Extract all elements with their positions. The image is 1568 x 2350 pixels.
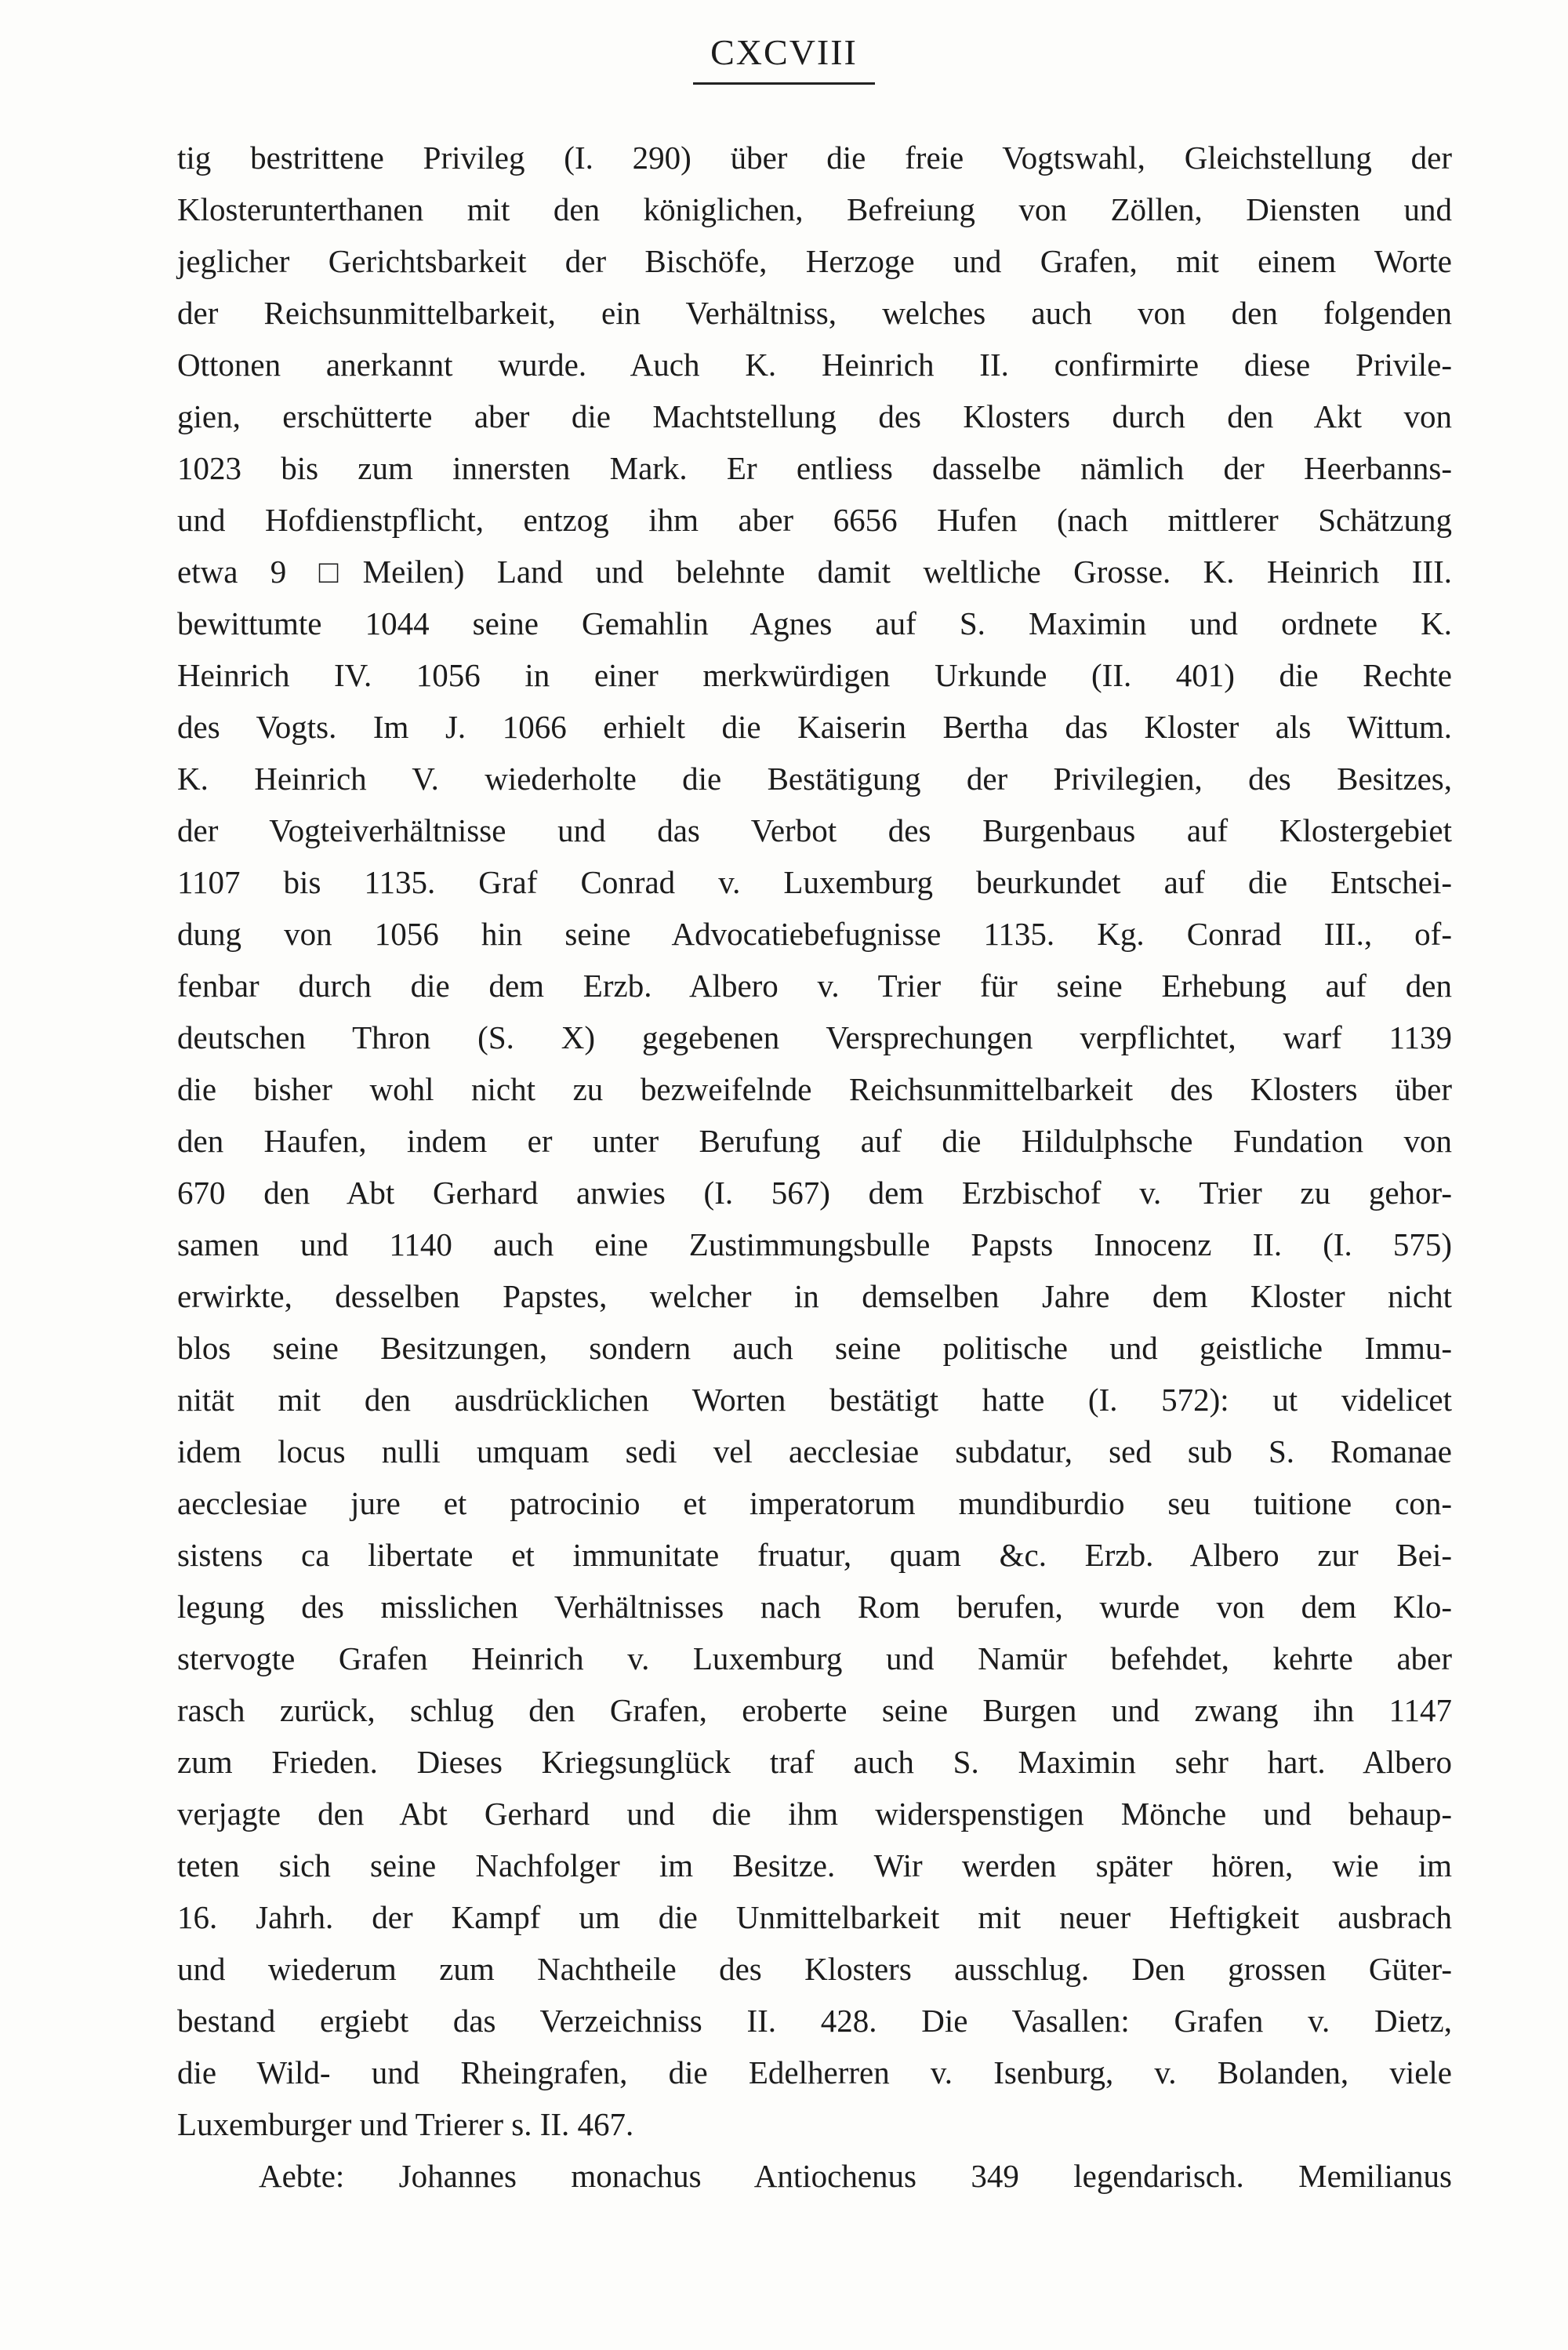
text-line: zum Frieden. Dieses Kriegsunglück traf auch S. Maximin sehr hart. Albero bbox=[177, 1744, 1452, 1780]
text-line: die bisher wohl nicht zu bezweifelnde Reichsunmittelbarkeit des Klosters über bbox=[177, 1071, 1452, 1107]
text-line: den Haufen, indem er unter Berufung auf die Hildulphsche Fundation von bbox=[177, 1123, 1452, 1159]
text-line: 1107 bis 1135. Graf Conrad v. Luxemburg beurkundet auf die Entschei- bbox=[177, 864, 1452, 900]
text-line: tig bestrittene Privileg (I. 290) über die freie Vogtswahl, Gleichstellung der bbox=[177, 140, 1452, 176]
text-line: gien, erschütterte aber die Machtstellung des Klosters durch den Akt von bbox=[177, 398, 1452, 434]
text-line: K. Heinrich V. wiederholte die Bestätigung der Privilegien, des Besitzes, bbox=[177, 761, 1452, 797]
paragraph bbox=[177, 2150, 1452, 2202]
text-line: Aebte: Johannes monachus Antiochenus 349 legendarisch. Memilianus bbox=[259, 2158, 1452, 2194]
text-line: fenbar durch die dem Erzb. Albero v. Trier für seine Erhebung auf den bbox=[177, 968, 1452, 1004]
page-number: CXCVIII bbox=[693, 31, 875, 85]
text-line: Ottonen anerkannt wurde. Auch K. Heinrich II. confirmirte diese Privile- bbox=[177, 347, 1452, 383]
text-line: und wiederum zum Nachtheile des Klosters ausschlug. Den grossen Güter- bbox=[177, 1951, 1452, 1987]
text-line: bestand ergiebt das Verzeichniss II. 428. Die Vasallen: Grafen v. Dietz, bbox=[177, 2003, 1452, 2039]
text-line: 670 den Abt Gerhard anwies (I. 567) dem Erzbischof v. Trier zu gehor- bbox=[177, 1175, 1452, 1211]
paragraph bbox=[177, 132, 1452, 2150]
text-line: deutschen Thron (S. X) gegebenen Versprechungen verpflichtet, warf 1139 bbox=[177, 1019, 1452, 1055]
text-line: 16. Jahrh. der Kampf um die Unmittelbarkeit mit neuer Heftigkeit ausbrach bbox=[177, 1899, 1452, 1935]
text-line: rasch zurück, schlug den Grafen, eroberte seine Burgen und zwang ihn 1147 bbox=[177, 1692, 1452, 1728]
text-line: des Vogts. Im J. 1066 erhielt die Kaiserin Bertha das Kloster als Wittum. bbox=[177, 709, 1452, 745]
text-line: teten sich seine Nachfolger im Besitze. Wir werden später hören, wie im bbox=[177, 1847, 1452, 1883]
text-line: 1023 bis zum innersten Mark. Er entliess dasselbe nämlich der Heerbanns- bbox=[177, 450, 1452, 486]
text-line: nität mit den ausdrücklichen Worten bestätigt hatte (I. 572): ut videlicet bbox=[177, 1382, 1452, 1418]
text-line: der Reichsunmittelbarkeit, ein Verhältniss, welches auch von den folgenden bbox=[177, 295, 1452, 331]
text-line: sistens ca libertate et immunitate fruatur, quam &c. Erzb. Albero zur Bei- bbox=[177, 1537, 1452, 1573]
text-line: etwa 9 □Meilen) Land und belehnte damit weltliche Grosse. K. Heinrich III. bbox=[177, 554, 1452, 590]
text-line: legung des misslichen Verhältnisses nach Rom berufen, wurde von dem Klo- bbox=[177, 1589, 1452, 1625]
text-line: Heinrich IV. 1056 in einer merkwürdigen Urkunde (II. 401) die Rechte bbox=[177, 657, 1452, 693]
text-line: erwirkte, desselben Papstes, welcher in demselben Jahre dem Kloster nicht bbox=[177, 1278, 1452, 1314]
text-line: bewittumte 1044 seine Gemahlin Agnes auf S. Maximin und ordnete K. bbox=[177, 605, 1452, 641]
text-line: dung von 1056 hin seine Advocatiebefugnisse 1135. Kg. Conrad III., of- bbox=[177, 916, 1452, 952]
page-header bbox=[0, 31, 1568, 85]
text-line: Luxemburger und Trierer s. II. 467. bbox=[177, 2106, 634, 2142]
text-line: idem locus nulli umquam sedi vel aecclesiae subdatur, sed sub S. Romanae bbox=[177, 1433, 1452, 1469]
text-line: blos seine Besitzungen, sondern auch seine politische und geistliche Immu- bbox=[177, 1330, 1452, 1366]
text-line: verjagte den Abt Gerhard und die ihm widerspenstigen Mönche und behaup- bbox=[177, 1796, 1452, 1832]
text-line: die Wild- und Rheingrafen, die Edelherren v. Isenburg, v. Bolanden, viele bbox=[177, 2054, 1452, 2090]
text-line: stervogte Grafen Heinrich v. Luxemburg und Namür befehdet, kehrte aber bbox=[177, 1640, 1452, 1676]
text-line: aecclesiae jure et patrocinio et imperatorum mundiburdio seu tuitione con- bbox=[177, 1485, 1452, 1521]
text-line: jeglicher Gerichtsbarkeit der Bischöfe, Herzoge und Grafen, mit einem Worte bbox=[177, 243, 1452, 279]
text-line: Klosterunterthanen mit den königlichen, Befreiung von Zöllen, Diensten und bbox=[177, 191, 1452, 227]
text-line: samen und 1140 auch eine Zustimmungsbulle Papsts Innocenz II. (I. 575) bbox=[177, 1226, 1452, 1262]
body-text bbox=[177, 132, 1452, 2202]
text-line: der Vogteiverhältnisse und das Verbot des Burgenbaus auf Klostergebiet bbox=[177, 812, 1452, 848]
text-line: und Hofdienstpflicht, entzog ihm aber 6656 Hufen (nach mittlerer Schätzung bbox=[177, 502, 1452, 538]
